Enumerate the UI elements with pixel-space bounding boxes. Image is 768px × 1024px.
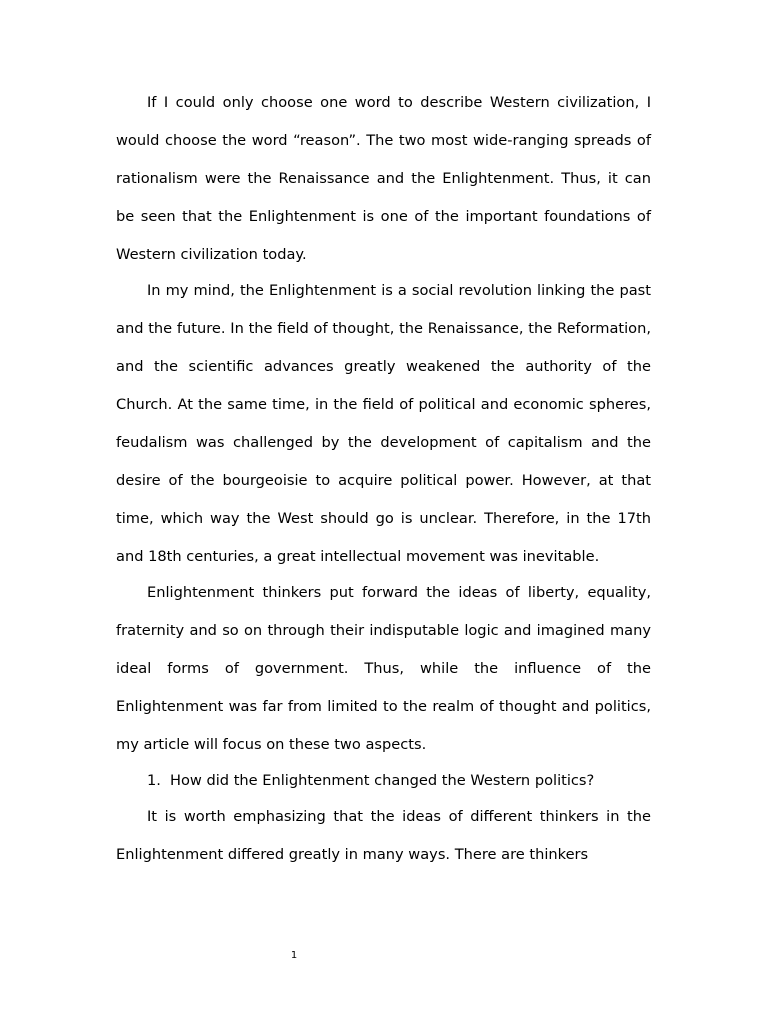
list-number: 1. bbox=[147, 772, 161, 789]
document-body bbox=[116, 84, 651, 872]
paragraph-intro: If I could only choose one word to describe Western civilization, I would choose the word “reason”. The two most wide-ranging spreads of rationalism were the Renaissance and the Enlightenment. Thus, it can be seen that the Enlightenment is one of the important foundations of Western civilization today. bbox=[116, 94, 651, 263]
paragraph-social-revolution: In my mind, the Enlightenment is a social revolution linking the past and the future. In the field of thought, the Renaissance, the Reformation, and the scientific advances greatly weakened the authority of the Church. At the same time, in the field of political and economic spheres, feudalism was challenged by the development of capitalism and the desire of the bourgeoisie to acquire political power. However, at that time, which way the West should go is unclear. Therefore, in the 17th and 18th centuries, a great intellectual movement was inevitable. bbox=[116, 282, 651, 565]
paragraph-thinkers-differed: It is worth emphasizing that the ideas of different thinkers in the Enlightenment differed greatly in many ways. There are thinkers bbox=[116, 808, 651, 863]
numbered-heading bbox=[116, 762, 651, 800]
page-number: 1 bbox=[290, 950, 298, 961]
paragraph-enlightenment-thinkers: Enlightenment thinkers put forward the ideas of liberty, equality, fraternity and so on through their indisputable logic and imagined many ideal forms of government. Thus, while the influence of the Enlightenment was far from limited to the realm of thought and politics, my article will focus on these two aspects. bbox=[116, 584, 651, 753]
list-text: How did the Enlightenment changed the Western politics? bbox=[170, 772, 595, 789]
